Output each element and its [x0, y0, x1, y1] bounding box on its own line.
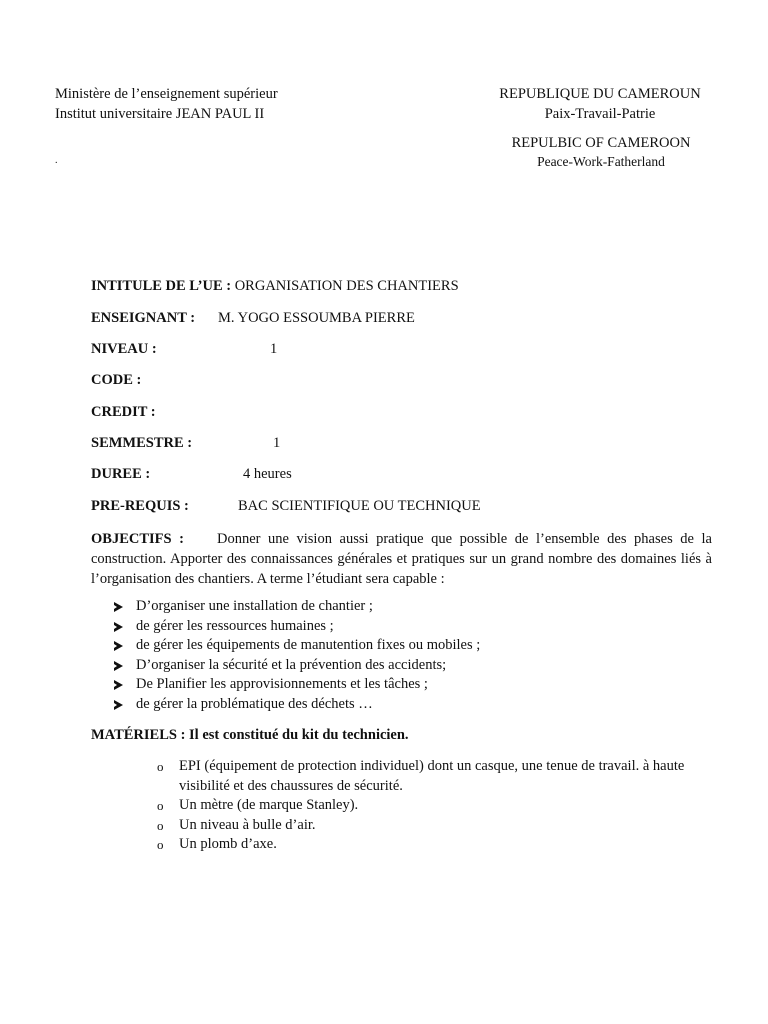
- arrow-bullet-icon: [114, 680, 123, 690]
- field-code: [91, 372, 141, 389]
- ministry-line: Ministère de l’enseignement supérieur: [55, 86, 278, 102]
- arrow-bullet-icon: [114, 602, 123, 612]
- field-niveau: [91, 341, 278, 358]
- field-enseignant: [91, 310, 415, 327]
- niveau-label: NIVEAU :: [91, 341, 157, 357]
- arrow-bullet-icon: [114, 700, 123, 710]
- republic-en: REPULBIC OF CAMEROON: [511, 135, 691, 151]
- objectifs-list: [114, 597, 480, 714]
- list-item: de gérer les ressources humaines ;: [114, 617, 480, 637]
- field-credit: [91, 404, 156, 421]
- circle-bullet-icon: o: [157, 817, 164, 833]
- list-item: De Planifier les approvisionnements et les tâches ;: [114, 675, 480, 695]
- enseignant-value: M. YOGO ESSOUMBA PIERRE: [218, 310, 415, 326]
- materiels-title: MATÉRIELS : Il est constitué du kit du technicien.: [91, 727, 409, 743]
- semestre-label: SEMMESTRE :: [91, 435, 193, 451]
- objectifs-label: OBJECTIFS :: [91, 531, 184, 547]
- list-item: D’organiser une installation de chantier ;: [114, 597, 480, 617]
- credit-label: CREDIT :: [91, 404, 156, 420]
- prerequis-label: PRE-REQUIS :: [91, 498, 189, 514]
- enseignant-label: ENSEIGNANT :: [91, 310, 196, 326]
- intitule-value: ORGANISATION DES CHANTIERS: [231, 278, 459, 294]
- field-prerequis: [91, 498, 481, 515]
- arrow-bullet-icon: [114, 622, 123, 632]
- field-intitule: [91, 278, 459, 295]
- motto-fr: Paix-Travail-Patrie: [544, 106, 656, 122]
- objectifs-text: Donner une vision aussi pratique que possible de l’ensemble des phases de la construction. Apporter des connaissances générales et pratiques sur un grand nombre des domaines liés à l’organisation des chantiers. A terme l’étudiant sera capable :: [91, 531, 712, 587]
- duree-value: 4 heures: [243, 466, 292, 482]
- header-dot: .: [55, 155, 58, 166]
- arrow-bullet-icon: [114, 641, 123, 651]
- motto-en: Peace-Work-Fatherland: [537, 154, 665, 169]
- list-item: o Un plomb d’axe.: [157, 835, 717, 855]
- circle-bullet-icon: o: [157, 798, 164, 813]
- prerequis-value: BAC SCIENTIFIQUE OU TECHNIQUE: [238, 498, 481, 514]
- objectifs-paragraph: [91, 529, 712, 589]
- semestre-value: 1: [273, 435, 281, 451]
- field-duree: [91, 466, 292, 483]
- circle-bullet-icon: o: [157, 759, 164, 774]
- list-item: de gérer la problématique des déchets …: [114, 695, 480, 715]
- list-item: o Un mètre (de marque Stanley).: [157, 796, 717, 816]
- circle-bullet-icon: o: [157, 837, 164, 852]
- niveau-value: 1: [270, 341, 278, 357]
- republic-fr: REPUBLIQUE DU CAMEROUN: [499, 86, 701, 102]
- code-label: CODE :: [91, 372, 142, 388]
- list-item: de gérer les équipements de manutention fixes ou mobiles ;: [114, 636, 480, 656]
- arrow-bullet-icon: [114, 661, 123, 671]
- list-item: o Un niveau à bulle d’air.: [157, 816, 717, 836]
- institute-line: Institut universitaire JEAN PAUL II: [55, 106, 265, 122]
- list-item: D’organiser la sécurité et la prévention des accidents;: [114, 656, 480, 676]
- field-semestre: [91, 435, 281, 452]
- materiels-list: [157, 757, 717, 855]
- intitule-label: INTITULE DE L’UE :: [91, 278, 232, 294]
- duree-label: DUREE :: [91, 466, 151, 482]
- list-item: o EPI (équipement de protection individuel) dont un casque, une tenue de travail. à haute visibilité et des chaussures de sécurité.: [157, 758, 685, 794]
